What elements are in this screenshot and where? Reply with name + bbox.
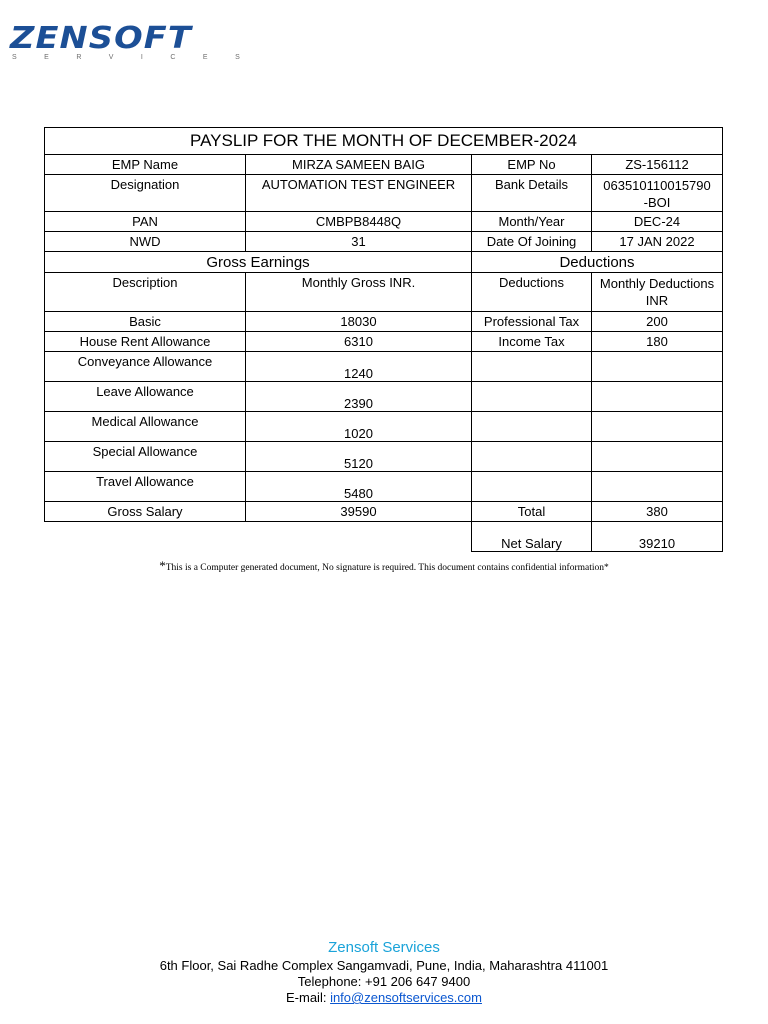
deduction-amount bbox=[592, 412, 723, 442]
spacer-cell bbox=[45, 522, 246, 552]
table-row bbox=[45, 352, 723, 382]
bank-details-label: Bank Details bbox=[472, 175, 592, 212]
pan-value: CMBPB8448Q bbox=[246, 212, 472, 232]
payslip-title: PAYSLIP FOR THE MONTH OF DECEMBER-2024 bbox=[45, 128, 723, 155]
deduction-description bbox=[472, 442, 592, 472]
earning-amount: 5480 bbox=[246, 472, 472, 502]
earning-description: Medical Allowance bbox=[45, 412, 246, 442]
footer-address: 6th Floor, Sai Radhe Complex Sangamvadi, Pune, India, Maharashtra 411001 bbox=[159, 958, 609, 973]
description-column-header: Description bbox=[45, 273, 246, 312]
footer-email-link[interactable]: info@zensoftservices.com bbox=[330, 990, 482, 1005]
monthly-deductions-header-line1: Monthly Deductions bbox=[599, 276, 715, 291]
table-row bbox=[45, 412, 723, 442]
earning-amount: 18030 bbox=[246, 312, 472, 332]
deduction-description bbox=[472, 382, 592, 412]
earning-description: Conveyance Allowance bbox=[45, 352, 246, 382]
footer-company-name: Zensoft Services bbox=[328, 939, 440, 956]
monthly-deductions-column-header bbox=[592, 273, 723, 312]
deductions-column-header: Deductions bbox=[472, 273, 592, 312]
footer-telephone: Telephone: +91 206 647 9400 bbox=[297, 974, 471, 989]
pan-label: PAN bbox=[45, 212, 246, 232]
deductions-header: Deductions bbox=[472, 252, 723, 273]
company-logo bbox=[10, 21, 268, 62]
note-asterisk: * bbox=[159, 558, 166, 573]
payslip-table bbox=[44, 127, 723, 552]
designation-value: AUTOMATION TEST ENGINEER bbox=[246, 175, 472, 212]
table-row bbox=[45, 312, 723, 332]
emp-name-label: EMP Name bbox=[45, 155, 246, 175]
spacer-cell bbox=[246, 522, 472, 552]
logo-subtitle: SERVICES bbox=[12, 54, 268, 61]
earning-description: Travel Allowance bbox=[45, 472, 246, 502]
earning-description: Basic bbox=[45, 312, 246, 332]
deduction-description bbox=[472, 352, 592, 382]
total-deductions-label: Total bbox=[472, 502, 592, 522]
emp-no-label: EMP No bbox=[472, 155, 592, 175]
earning-description: Leave Allowance bbox=[45, 382, 246, 412]
deduction-description bbox=[472, 412, 592, 442]
emp-no-value: ZS-156112 bbox=[592, 155, 723, 175]
table-row bbox=[45, 332, 723, 352]
monthly-gross-column-header: Monthly Gross INR. bbox=[246, 273, 472, 312]
bank-account-number: 063510110015790 bbox=[603, 178, 711, 193]
gross-salary-value: 39590 bbox=[246, 502, 472, 522]
deduction-description: Professional Tax bbox=[472, 312, 592, 332]
footer-email-label: E-mail: bbox=[286, 990, 331, 1005]
deduction-amount bbox=[592, 382, 723, 412]
monthly-deductions-header-line2: INR bbox=[645, 293, 669, 308]
deduction-amount bbox=[592, 442, 723, 472]
nwd-value: 31 bbox=[246, 232, 472, 252]
gross-salary-label: Gross Salary bbox=[45, 502, 246, 522]
earning-amount: 5120 bbox=[246, 442, 472, 472]
deduction-amount bbox=[592, 472, 723, 502]
deduction-description: Income Tax bbox=[472, 332, 592, 352]
earning-description: House Rent Allowance bbox=[45, 332, 246, 352]
earning-amount: 1240 bbox=[246, 352, 472, 382]
deduction-amount: 180 bbox=[592, 332, 723, 352]
deduction-description bbox=[472, 472, 592, 502]
month-year-label: Month/Year bbox=[472, 212, 592, 232]
emp-name-value: MIRZA SAMEEN BAIG bbox=[246, 155, 472, 175]
confidentiality-note bbox=[0, 558, 768, 574]
net-salary-label: Net Salary bbox=[472, 522, 592, 552]
designation-label: Designation bbox=[45, 175, 246, 212]
table-row bbox=[45, 442, 723, 472]
earning-description: Special Allowance bbox=[45, 442, 246, 472]
doj-label: Date Of Joining bbox=[472, 232, 592, 252]
bank-details-value bbox=[592, 175, 723, 212]
doj-value: 17 JAN 2022 bbox=[592, 232, 723, 252]
nwd-label: NWD bbox=[45, 232, 246, 252]
earning-amount: 1020 bbox=[246, 412, 472, 442]
bank-name: -BOI bbox=[643, 195, 671, 210]
earning-amount: 6310 bbox=[246, 332, 472, 352]
gross-earnings-header: Gross Earnings bbox=[45, 252, 472, 273]
logo-wordmark: ZENSOFT bbox=[10, 21, 192, 56]
page-footer bbox=[0, 938, 768, 1006]
footer-email-line bbox=[0, 990, 768, 1006]
month-year-value: DEC-24 bbox=[592, 212, 723, 232]
deduction-amount: 200 bbox=[592, 312, 723, 332]
earning-amount: 2390 bbox=[246, 382, 472, 412]
table-row bbox=[45, 382, 723, 412]
net-salary-value: 39210 bbox=[592, 522, 723, 552]
total-deductions-value: 380 bbox=[592, 502, 723, 522]
table-row bbox=[45, 472, 723, 502]
note-text: This is a Computer generated document, No signature is required. This document contains confidential information* bbox=[165, 563, 609, 573]
deduction-amount bbox=[592, 352, 723, 382]
